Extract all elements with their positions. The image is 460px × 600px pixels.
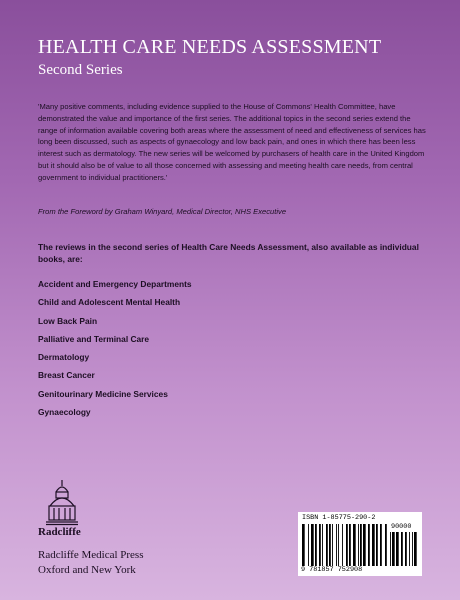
- list-item: Gynaecology: [38, 407, 91, 418]
- publisher-location: Oxford and New York: [38, 564, 136, 576]
- barcode-addon-bars: [390, 532, 418, 566]
- list-item: Breast Cancer: [38, 370, 95, 381]
- cover-subtitle: Second Series: [38, 62, 123, 78]
- barcode-bars: [302, 524, 388, 566]
- list-item: Dermatology: [38, 352, 90, 363]
- ean-digits: 9 781857 752908: [301, 566, 363, 574]
- list-item: Child and Adolescent Mental Health: [38, 297, 181, 308]
- list-item: Palliative and Terminal Care: [38, 333, 150, 344]
- publisher-brand: Radcliffe: [38, 526, 81, 538]
- barcode-addon-label: 90000: [391, 523, 412, 531]
- foreword-quote: 'Many positive comments, including evidence supplied to the House of Commons' Health Committee, have demonstrated the value and importance of the first series. The additional topics in the second series extend the range of information available covering both areas where the assessment of need and effectiveness of services has long been discussed, such as aspects of gynaecology and low back pain, and ones in which there has been less interest such as dermatology. The new series will be welcomed by purchasers of health care in the United Kingdom but it should also be of value to all those concerned with assessing and meeting health care needs, from central government to individual practitioners.': [38, 102, 426, 182]
- barcode: [298, 512, 422, 576]
- list-item: Low Back Pain: [38, 315, 98, 326]
- reviews-list: [38, 278, 192, 424]
- list-item: Genitourinary Medicine Services: [38, 388, 168, 399]
- reviews-intro: The reviews in the second series of Health Care Needs Assessment, also available as individual books, are:: [38, 242, 419, 265]
- list-item: Accident and Emergency Departments: [38, 279, 192, 289]
- foreword-attribution: From the Foreword by Graham Winyard, Medical Director, NHS Executive: [38, 207, 287, 216]
- radcliffe-building-icon: [44, 478, 80, 526]
- isbn-label: ISBN 1-85775-290-2: [302, 514, 376, 522]
- publisher-name: Radcliffe Medical Press: [38, 549, 144, 561]
- cover-title: HEALTH CARE NEEDS ASSESSMENT: [38, 36, 382, 58]
